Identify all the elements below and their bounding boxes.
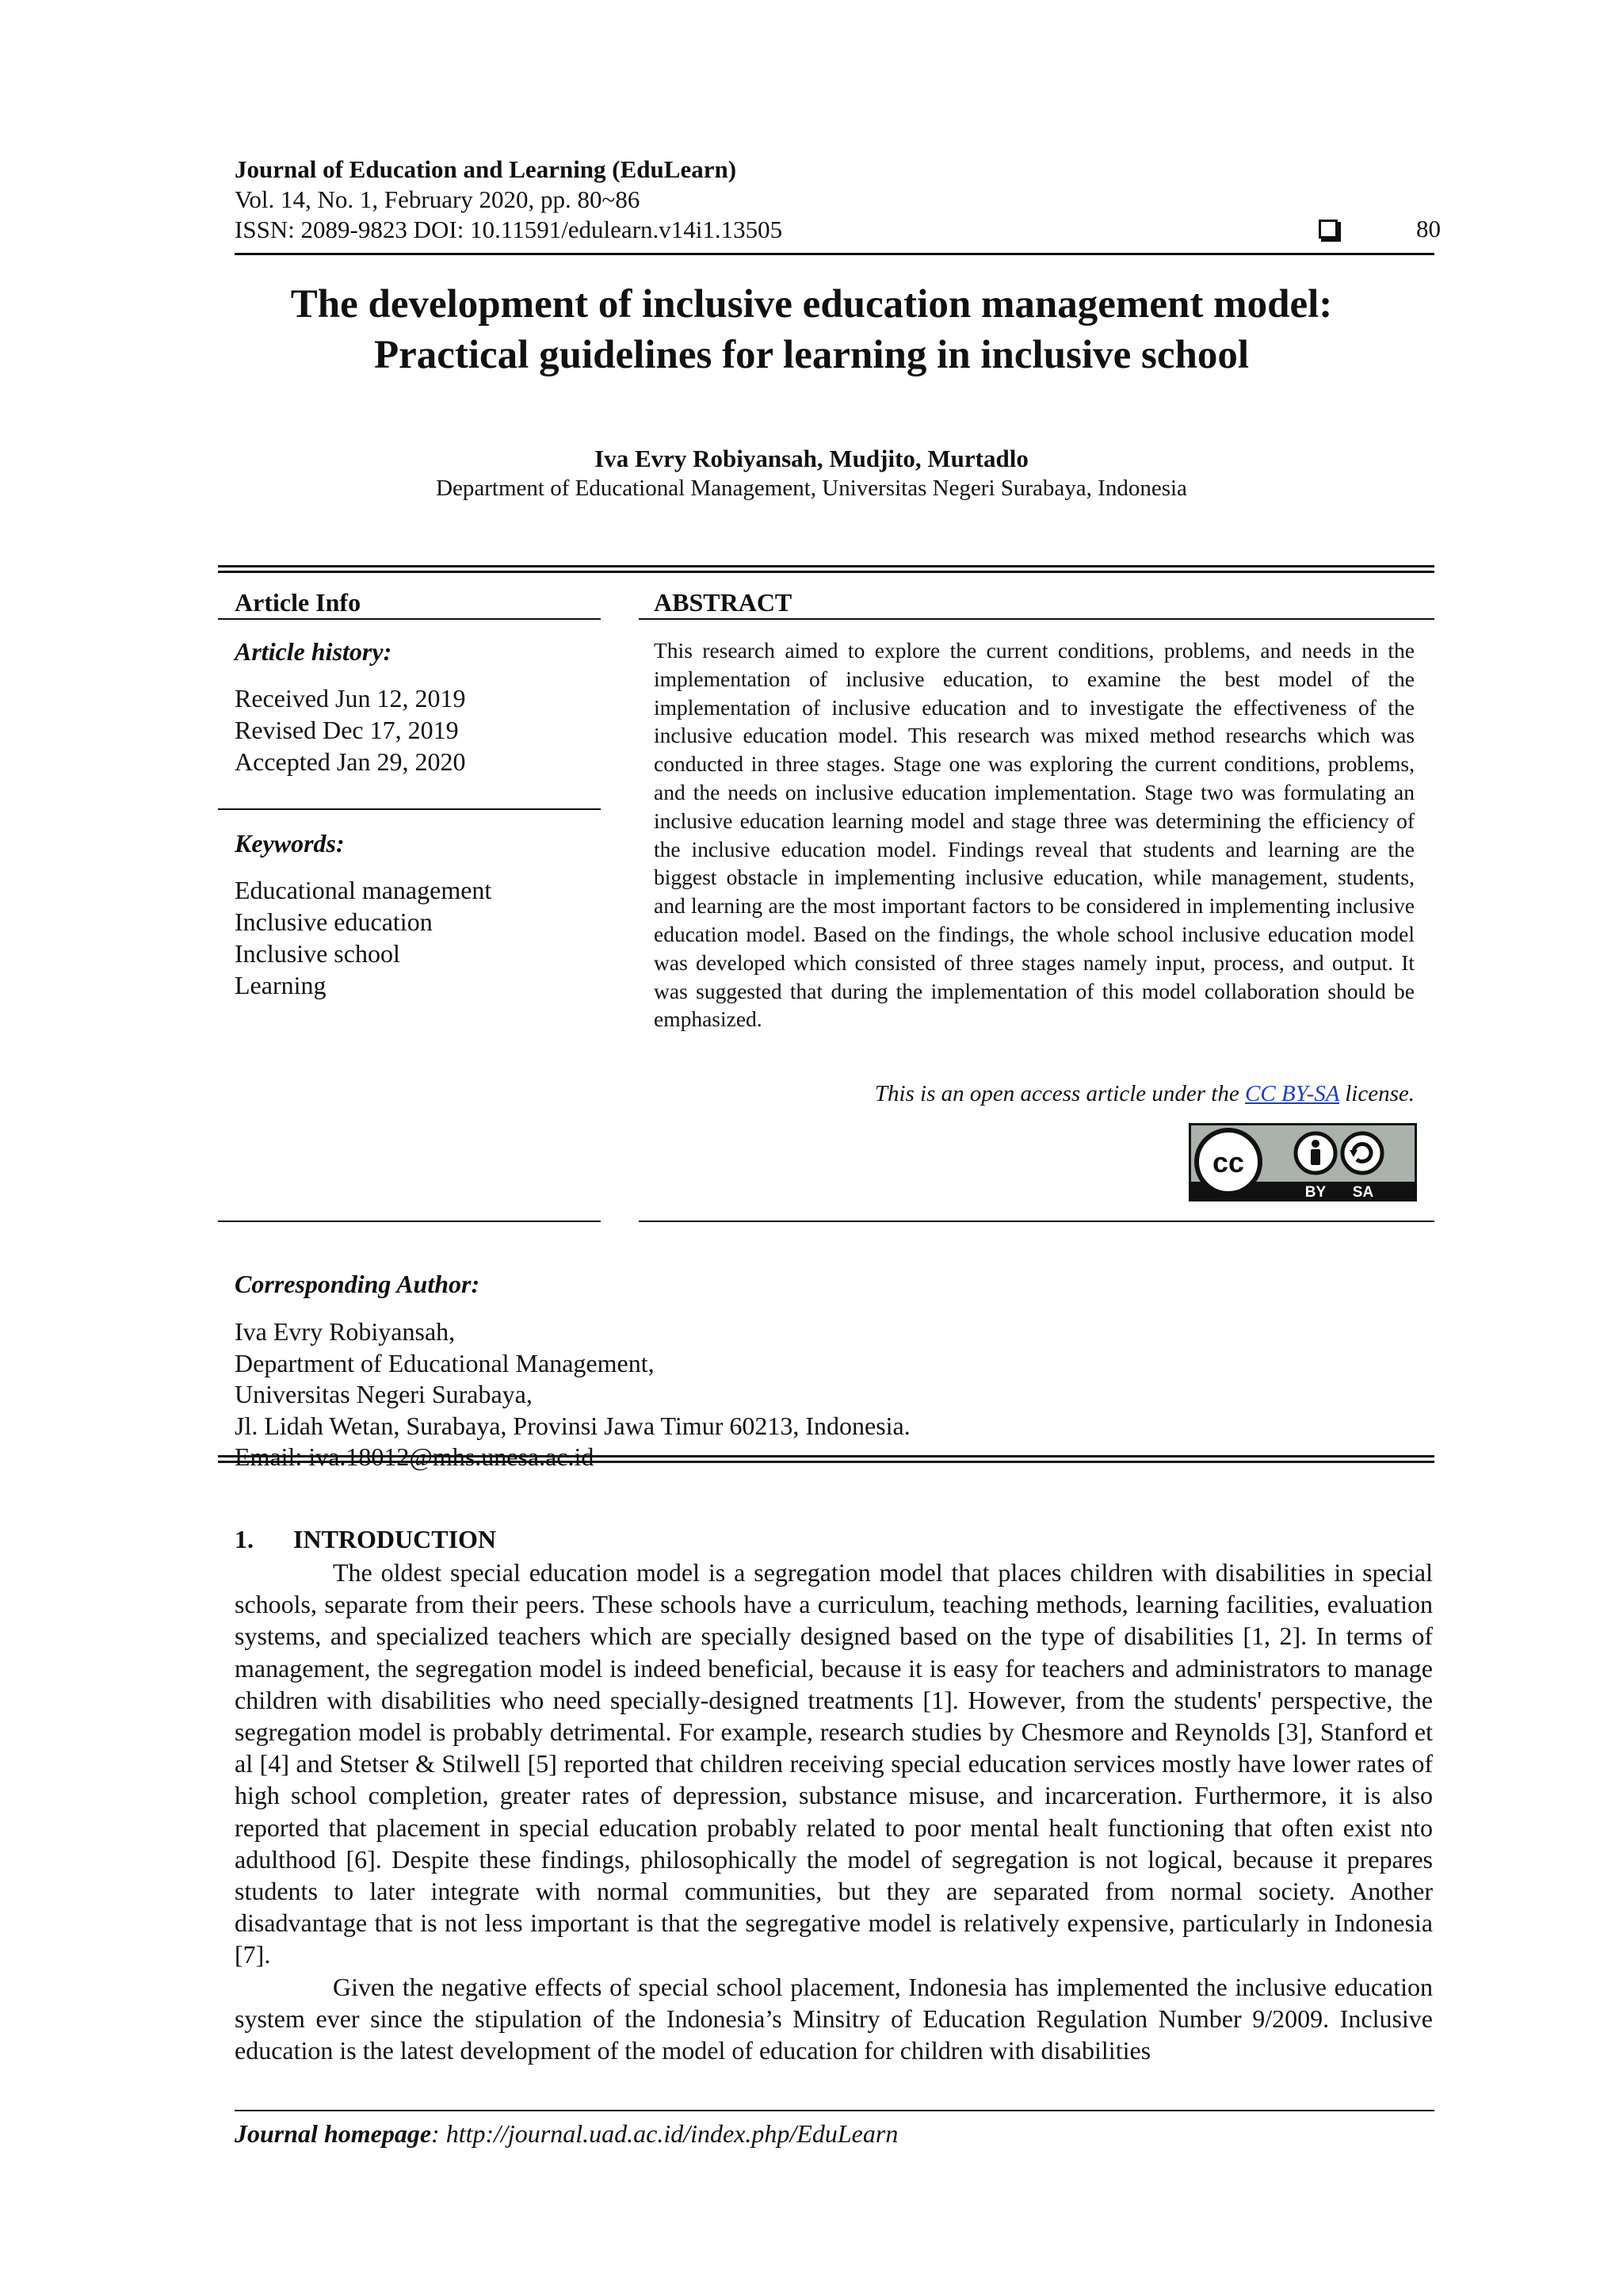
corr-dept: Department of Educational Management, — [235, 1348, 655, 1377]
page-marker — [1319, 215, 1441, 245]
intro-paragraph: Given the negative effects of special school placement, Indonesia has implemented the inclusive education system ever since the stipulation of the Indonesia’s Minsitry of Education Regulation Number 9/2009. Inclusive education is the latest development of the model of education for children with disabilities — [235, 1972, 1433, 2065]
article-info-rule — [218, 618, 601, 620]
footer-rule — [235, 2110, 1434, 2111]
volume-info: Vol. 14, No. 1, February 2020, pp. 80~86 — [235, 185, 640, 213]
history-list — [235, 682, 466, 777]
section-number: 1. — [235, 1525, 254, 1553]
info-bottom-rule-right — [639, 1221, 1434, 1222]
abstract-rule — [639, 618, 1434, 620]
badge-by-label: BY — [1304, 1184, 1327, 1201]
intro-paragraph: The oldest special education model is a segregation model that places children with disabilities in special schools, separate from their peers. These schools have a curriculum, teaching methods, learning facilities, evaluation systems, and specialized teachers which are specially designed based on the type of disabilities [1, 2]. In terms of management, the segregation model is indeed beneficial, because it is easy for teachers and administrators to manage children with disabilities who need specially-designed treatments [1]. However, from the students' perspective, the segregation model is probably detrimental. For example, research studies by Chesmore and Reynolds [3], Stanford et al [4] and Stetser & Stilwell [5] reported that children receiving special education services mostly have lower rates of high school completion, greater rates of depression, substance misuse, and incarceration. Furthermore, it is also reported that placement in special education probably related to poor mental healt functioning that often exist nto adulthood [6]. Despite these findings, philosophically the model of segregation is not logical, because it prepares students to later integrate with normal communities, but they are separated from normal society. Another disadvantage that is not less important is that the segregative model is relatively expensive, particularly in Indonesia [7]. — [235, 1558, 1433, 1969]
affiliation: Department of Educational Management, Universitas Negeri Surabaya, Indonesia — [436, 476, 1187, 501]
corresponding-details — [235, 1285, 911, 1473]
box-bullet-icon — [1319, 220, 1338, 239]
history-rule — [218, 808, 601, 810]
title-line-1: The development of inclusive education management model: — [290, 282, 1333, 327]
article-info-heading: Article Info — [235, 588, 361, 617]
issn-doi: ISSN: 2089-9823 DOI: 10.11591/edulearn.v14i1.13505 — [235, 216, 783, 243]
journal-homepage — [235, 2118, 898, 2149]
license-prefix: This is an open access article under the — [874, 1081, 1239, 1106]
infobox-top-rule-2 — [218, 571, 1434, 573]
cc-icons — [1189, 1123, 1417, 1201]
keywords-list — [235, 874, 491, 1001]
corresponding-label: Corresponding Author: — [235, 1270, 480, 1298]
corr-univ: Universitas Negeri Surabaya, — [235, 1380, 533, 1408]
journal-name: Journal of Education and Learning (EduLearn) — [235, 155, 737, 183]
title-line-2: Practical guidelines for learning in inclusive school — [373, 333, 1250, 377]
abstract-text: This research aimed to explore the current conditions, problems, and needs in the implementation of inclusive education, to examine the best model of the implementation of inclusive education and to investigate the effectiveness of the inclusive education model. This research was mixed method researchs which was conducted in three stages. Stage one was exploring the current conditions, problems, and the needs on inclusive education implementation. Stage two was formulating an inclusive education learning model and stage three was determining the efficiency of the inclusive education model. Findings reveal that students and learning are the biggest obstacle in implementing inclusive education, while management, students, and learning are the most important factors to be considered in implementing inclusive education model. Based on the findings, the whole school inclusive education model was developed which consisted of three stages namely input, process, and output. It was suggested that during the implementation of this model collaboration should be emphasized. — [654, 638, 1415, 1032]
header-rule — [235, 253, 1434, 255]
license-suffix: license. — [1345, 1081, 1415, 1106]
info-bottom-rule-left — [218, 1221, 601, 1222]
paper-title — [158, 279, 1465, 380]
page-number: 80 — [1416, 215, 1441, 243]
corr-name: Iva Evry Robiyansah, — [235, 1317, 456, 1346]
received-date: Received Jun 12, 2019 — [235, 684, 466, 712]
infobox-bottom-rule-2 — [218, 1461, 1434, 1463]
license-link[interactable]: CC BY-SA — [1245, 1081, 1339, 1106]
infobox-bottom-rule-1 — [218, 1455, 1434, 1457]
authors: Iva Evry Robiyansah, Mudjito, Murtadlo — [594, 445, 1029, 472]
keyword: Inclusive education — [235, 907, 433, 936]
keyword: Learning — [235, 971, 327, 999]
badge-sa-label: SA — [1352, 1184, 1374, 1201]
infobox-top-rule-1 — [218, 565, 1434, 567]
keywords-label: Keywords: — [235, 829, 345, 858]
introduction-heading — [235, 1523, 496, 1555]
introduction-body — [235, 1557, 1433, 2066]
keyword: Educational management — [235, 876, 492, 904]
revised-date: Revised Dec 17, 2019 — [235, 716, 459, 744]
keyword: Inclusive school — [235, 939, 400, 968]
svg-text:cc: cc — [1212, 1146, 1245, 1179]
abstract-heading: ABSTRACT — [654, 588, 792, 617]
history-label: Article history: — [235, 637, 392, 666]
corr-address: Jl. Lidah Wetan, Surabaya, Provinsi Jawa Timur 60213, Indonesia. — [235, 1411, 911, 1440]
homepage-label: Journal homepage — [235, 2119, 432, 2148]
homepage-url[interactable]: : http://journal.uad.ac.id/index.php/EduLearn — [431, 2119, 899, 2148]
cc-by-sa-badge[interactable] — [1189, 1123, 1417, 1201]
sa-share-alike-icon — [1342, 1133, 1382, 1173]
license-line — [654, 1079, 1415, 1109]
section-title: INTRODUCTION — [293, 1525, 497, 1553]
accepted-date: Accepted Jan 29, 2020 — [235, 747, 466, 776]
